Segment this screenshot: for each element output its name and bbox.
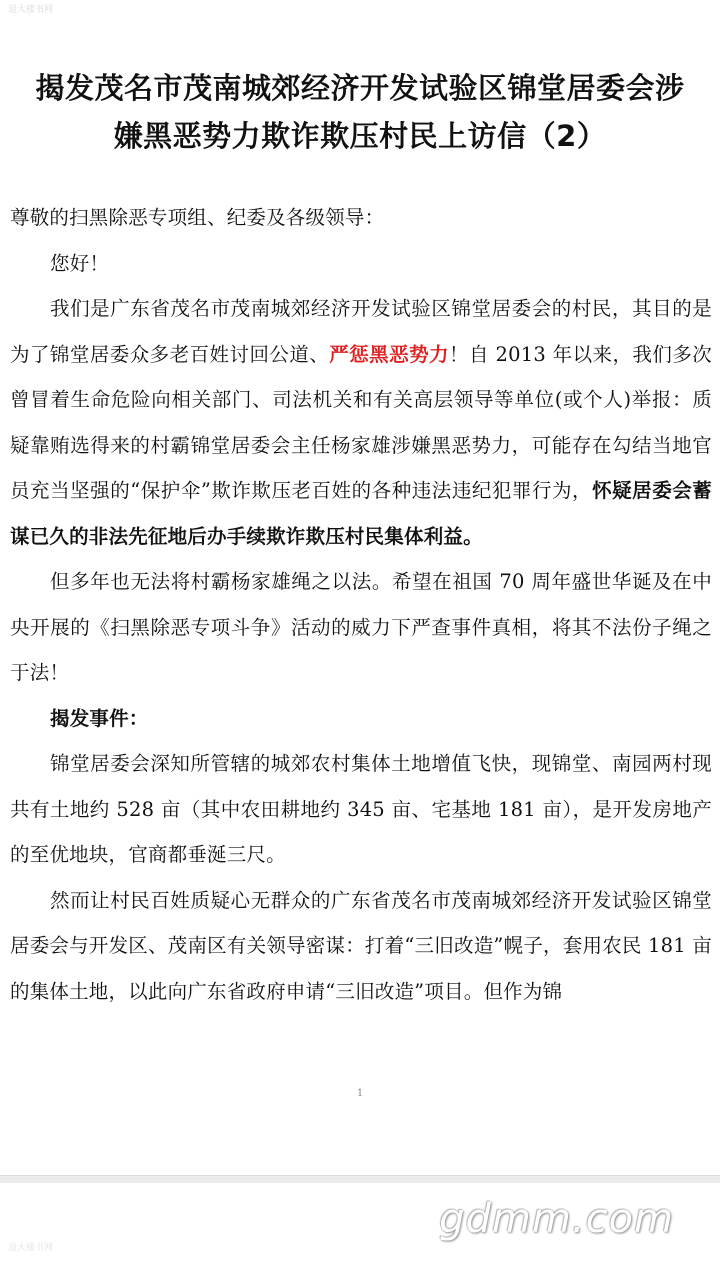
paragraph-4: 然而让村民百姓质疑心无群众的广东省茂名市茂南城郊经济开发试验区锦堂居委会与开发区、茂南区有关领导密谋：打着“三旧改造”幌子，套用农民 181 亩的集体土地，以此向广东省政府申请“三旧改造”项目。但作为锦	[10, 888, 712, 1003]
events-heading: 揭发事件：	[50, 706, 149, 730]
page-number: 1	[356, 1088, 364, 1099]
highlight-bold-text: 怀疑居委会蓄谋已久的非法先征地后办手续欺诈欺压村民集体利益。	[10, 479, 712, 548]
document-body	[10, 195, 712, 1014]
site-logo: gdmm.com	[439, 1196, 674, 1242]
top-watermark: 退大楼书网	[8, 5, 54, 15]
paragraph-3: 锦堂居委会深知所管辖的城郊农村集体土地增值飞快，现锦堂、南园两村现共有土地约 528 亩（其中农田耕地约 345 亩、宅基地 181 亩），是开发房地产的至优地块，官商都垂涎三尺。	[10, 752, 712, 866]
paragraph-2: 但多年也无法将村霸杨家雄绳之以法。希望在祖国 70 周年盛世华诞及在中央开展的《扫黑除恶专项斗争》活动的威力下严查事件真相，将其不法份子绳之于法！	[10, 570, 712, 684]
greeting: 您好！	[50, 251, 110, 275]
highlight-red-text: 严惩黑恶势力	[329, 342, 449, 366]
paragraph-1-text-a: 我们是广东省茂名市茂南城郊经济开发试验区锦堂居委会的村民，其目的是为了锦堂居委众多老百姓讨回公道、	[10, 297, 712, 366]
paragraph-1	[10, 286, 712, 559]
salutation: 尊敬的扫黑除恶专项组、纪委及各级领导：	[10, 206, 385, 229]
title-line-1: 揭发茂名市茂南城郊经济开发试验区锦堂居委会涉	[35, 71, 685, 105]
bottom-watermark: 退大楼书网	[8, 1243, 54, 1253]
paragraph-1-text-b: ！自 2013 年以来，我们多次曾冒着生命危险向相关部门、司法机关和有关高层领导等单位(或个人)举报：质疑靠贿选得来的村霸锦堂居委会主任杨家雄涉嫌黑恶势力，可能存在勾结当地官员充当坚强的“保护伞”欺诈欺压老百姓的各种违法违纪犯罪行为，	[10, 342, 713, 502]
document-title	[0, 64, 720, 160]
title-line-2: 嫌黑恶势力欺诈欺压村民上访信（2）	[113, 119, 607, 153]
